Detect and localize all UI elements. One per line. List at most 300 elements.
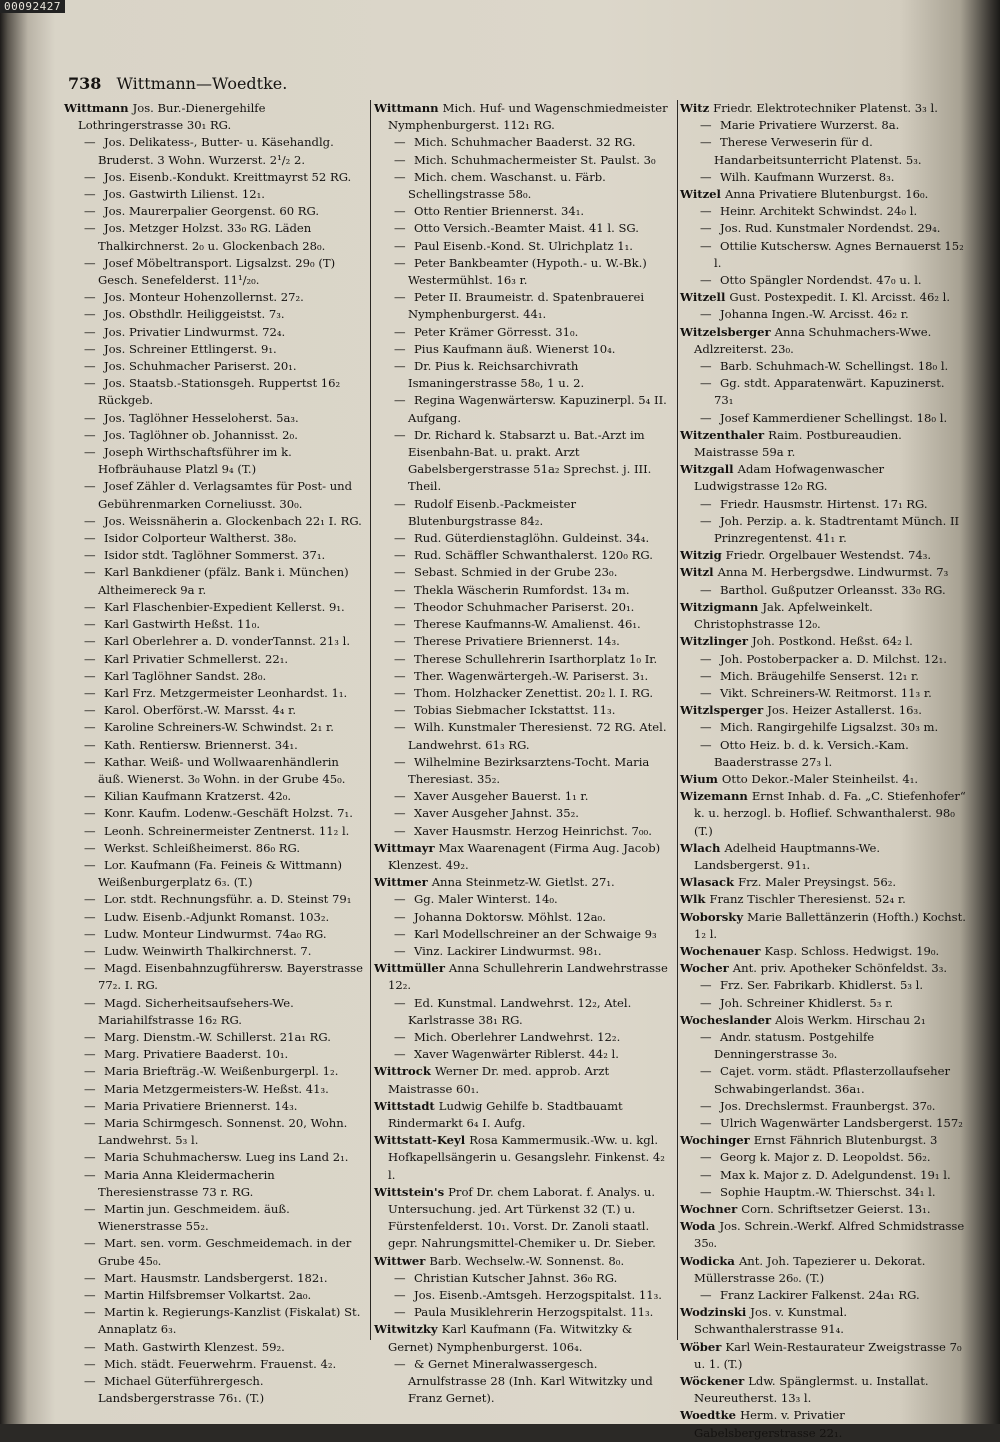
directory-heading-entry <box>374 840 674 874</box>
directory-entry <box>680 995 966 1012</box>
surname: Witzl <box>680 565 714 580</box>
ditto-dash: — <box>394 238 406 253</box>
directory-heading-entry <box>374 1321 674 1355</box>
surname: Witwitzky <box>374 1322 438 1337</box>
ditto-dash: — <box>84 1064 96 1079</box>
surname: Wochinger <box>680 1133 750 1148</box>
directory-entry <box>64 427 366 444</box>
entry-text: Martin Hilfsbremser Volkartst. 2a₀. <box>104 1288 312 1303</box>
directory-entry <box>64 651 366 668</box>
directory-entry <box>64 840 366 857</box>
ditto-dash: — <box>700 118 712 133</box>
entry-text: Mich. Schuhmacher Baaderst. 32 RG. <box>414 135 636 150</box>
entry-text: Herm. v. Privatier Gabelsbergerstrasse 22₁. <box>694 1408 845 1440</box>
directory-heading-entry <box>680 1253 966 1287</box>
ditto-dash: — <box>700 1167 712 1182</box>
directory-entry <box>64 169 366 186</box>
entry-text: Johanna Ingen.-W. Arcisst. 46₂ r. <box>720 307 909 322</box>
entry-text: Michael Güterführergesch. Landsbergerstrasse 76₁. (T.) <box>98 1374 265 1406</box>
surname: Wodicka <box>680 1253 735 1268</box>
entry-text: Tobias Siebmacher Ickstattst. 11₃. <box>414 703 616 718</box>
ditto-dash: — <box>394 703 406 718</box>
entry-text: Georg k. Major z. D. Leopoldst. 56₂. <box>720 1150 931 1165</box>
entry-text: Jos. Privatier Lindwurmst. 72₄. <box>104 324 286 339</box>
ditto-dash: — <box>394 341 406 356</box>
directory-heading-entry <box>680 960 966 977</box>
ditto-dash: — <box>84 1288 96 1303</box>
directory-heading-entry <box>680 788 966 840</box>
surname: Witzelsberger <box>680 324 771 339</box>
entry-text: Mich. Bräugehilfe Senserst. 12₁ r. <box>720 668 919 683</box>
entry-text: Kilian Kaufmann Kratzerst. 42₀. <box>104 789 292 804</box>
ditto-dash: — <box>700 238 712 253</box>
directory-entry <box>64 1201 366 1235</box>
surname: Witzenthaler <box>680 427 765 442</box>
entry-text: Vikt. Schreiners-W. Reitmorst. 11₃ r. <box>720 685 932 700</box>
directory-heading-entry <box>680 909 966 943</box>
entry-text: Ldw. Spänglermst. u. Installat. Neureutherst. 13₃ l. <box>694 1374 929 1406</box>
entry-text: Marg. Privatiere Baaderst. 10₁. <box>104 1047 289 1062</box>
entry-text: Jos. Maurerpalier Georgenst. 60 RG. <box>104 204 320 219</box>
surname: Witzlsperger <box>680 703 764 718</box>
entry-text: Ottilie Kutschersw. Agnes Bernauerst 15₂ l. <box>714 238 964 270</box>
directory-entry <box>680 496 966 513</box>
surname: Wittmann <box>64 101 129 115</box>
ditto-dash: — <box>700 135 712 150</box>
directory-entry <box>64 1098 366 1115</box>
ditto-dash: — <box>84 1167 96 1182</box>
entry-text: Peter Krämer Görresst. 31₀. <box>414 324 579 339</box>
directory-entry <box>374 152 674 169</box>
directory-entry <box>680 1184 966 1201</box>
surname: Wodzinski <box>680 1305 747 1320</box>
entry-text: Ludw. Eisenb.-Adjunkt Romanst. 103₂. <box>104 909 330 924</box>
entry-text: Barthol. Gußputzer Orleansst. 33₀ RG. <box>720 582 946 597</box>
directory-entry <box>374 943 674 960</box>
entry-text: Karl Frz. Metzgermeister Leonhardst. 1₁. <box>104 685 348 700</box>
entry-text: Vinz. Lackirer Lindwurmst. 98₁. <box>414 943 602 958</box>
ditto-dash: — <box>84 290 96 305</box>
entry-text: Karoline Schreiners-W. Schwindst. 2₁ r. <box>104 720 334 735</box>
entry-text: Christian Kutscher Jahnst. 36₀ RG. <box>414 1270 618 1285</box>
ditto-dash: — <box>394 634 406 649</box>
directory-entry <box>374 238 674 255</box>
entry-text: Rudolf Eisenb.-Packmeister Blutenburgstrasse 84₂. <box>408 496 577 528</box>
entry-text: Alois Werkm. Hirschau 2₁ <box>775 1012 926 1027</box>
entry-text: Pius Kaufmann äuß. Wienerst 10₄. <box>414 341 616 356</box>
directory-entry <box>64 805 366 822</box>
directory-entry <box>374 1304 674 1321</box>
entry-text: Sophie Hauptm.-W. Thierschst. 34₁ l. <box>720 1184 936 1199</box>
entry-text: Raim. Postbureaudien. Maistrasse 59a r. <box>694 427 902 460</box>
directory-column-3 <box>680 100 966 1440</box>
ditto-dash: — <box>84 1356 96 1371</box>
directory-entry <box>680 1029 966 1063</box>
ditto-dash: — <box>394 909 406 924</box>
surname: Woda <box>680 1219 716 1234</box>
entry-text: Gg. Maler Winterst. 14₀. <box>414 892 558 907</box>
surname: Wochenauer <box>680 943 761 958</box>
entry-text: Barb. Schuhmach-W. Schellingst. 18₀ l. <box>720 359 949 374</box>
entry-text: Therese Privatiere Briennerst. 14₃. <box>414 634 620 649</box>
directory-entry <box>374 685 674 702</box>
ditto-dash: — <box>84 1374 96 1389</box>
directory-entry <box>680 719 966 736</box>
entry-text: Dr. Richard k. Stabsarzt u. Bat.-Arzt im Eisenbahn-Bat. u. prakt. Arzt Gabelsbergerstrasse 51a₂ Sprechst. j. III. Theil. <box>408 427 652 494</box>
directory-entry <box>64 737 366 754</box>
directory-entry <box>64 1304 366 1338</box>
directory-entry <box>680 737 966 771</box>
surname: Wöckener <box>680 1374 745 1389</box>
surname: Wlach <box>680 840 721 855</box>
entry-text: Martin jun. Geschmeidem. äuß. Wienerstrasse 55₂. <box>98 1202 290 1234</box>
ditto-dash: — <box>84 1339 96 1354</box>
directory-entry <box>64 616 366 633</box>
entry-text: Anna Privatiere Blutenburgst. 16₀. <box>724 187 929 202</box>
entry-text: Otto Heiz. b. d. k. Versich.-Kam. Baaderstrasse 27₃ l. <box>714 737 909 769</box>
surname: Woedtke <box>680 1408 737 1423</box>
entry-text: Regina Wagenwärtersw. Kapuzinerpl. 5₄ II. Aufgang. <box>408 393 667 425</box>
directory-entry <box>374 1270 674 1287</box>
directory-entry <box>374 719 674 753</box>
entry-text: Peter Bankbeamter (Hypoth.- u. W.-Bk.) Westermühlst. 16₃ r. <box>408 255 647 288</box>
entry-text: Jos. Monteur Hohenzollernst. 27₂. <box>104 290 304 305</box>
directory-entry <box>64 1029 366 1046</box>
ditto-dash: — <box>84 410 96 425</box>
ditto-dash: — <box>700 1288 712 1303</box>
ditto-dash: — <box>84 634 96 649</box>
entry-text: Marie Ballettänzerin (Hofth.) Kochst. 1₂ l. <box>694 909 966 941</box>
surname: Wocher <box>680 961 729 976</box>
entry-text: Andr. statusm. Postgehilfe Denningerstrasse 3₀. <box>714 1029 875 1062</box>
directory-entry <box>680 358 966 375</box>
directory-entry <box>374 823 674 840</box>
entry-text: Jak. Apfelweinkelt. Christophstrasse 12₀. <box>694 599 873 632</box>
directory-entry <box>374 668 674 685</box>
entry-text: Ludw. Weinwirth Thalkirchnerst. 7. <box>104 943 312 958</box>
directory-entry <box>64 995 366 1029</box>
entry-text: Martin k. Regierungs-Kanzlist (Fiskalat) St. Annaplatz 6₃. <box>98 1305 361 1337</box>
ditto-dash: — <box>700 169 712 184</box>
entry-text: Marg. Dienstm.-W. Schillerst. 21a₁ RG. <box>104 1029 331 1044</box>
ditto-dash: — <box>394 531 406 546</box>
directory-entry <box>374 599 674 616</box>
surname: Witzel <box>680 187 721 202</box>
directory-heading-entry <box>374 1184 674 1253</box>
directory-heading-entry <box>680 702 966 719</box>
ditto-dash: — <box>84 685 96 700</box>
directory-entry <box>374 754 674 788</box>
entry-text: Jos. Schrein.-Werkf. Alfred Schmidstrasse 35₀. <box>694 1219 965 1251</box>
directory-entry <box>680 1098 966 1115</box>
ditto-dash: — <box>394 221 406 236</box>
directory-entry <box>64 324 366 341</box>
entry-text: Otto Dekor.-Maler Steinheilst. 4₁. <box>721 771 919 786</box>
directory-entry <box>64 203 366 220</box>
directory-heading-entry <box>680 564 966 581</box>
entry-text: Ludwig Gehilfe b. Stadtbauamt Rindermarkt 6₄ I. Aufg. <box>388 1098 623 1130</box>
entry-text: Jos. Heizer Astallerst. 16₃. <box>767 703 922 718</box>
entry-text: Otto Versich.-Beamter Maist. 41 l. SG. <box>414 221 639 236</box>
ditto-dash: — <box>394 204 406 219</box>
ditto-dash: — <box>84 1305 96 1320</box>
entry-text: Kathar. Weiß- und Wollwaarenhändlerin äuß. Wienerst. 3₀ Wohn. in der Grube 45₀. <box>98 754 346 786</box>
directory-entry <box>374 203 674 220</box>
ditto-dash: — <box>394 685 406 700</box>
entry-text: Maria Anna Kleidermacherin Theresienstrasse 73 r. RG. <box>98 1167 275 1199</box>
ditto-dash: — <box>394 1270 406 1285</box>
ditto-dash: — <box>84 548 96 563</box>
directory-entry <box>64 702 366 719</box>
directory-entry <box>374 427 674 496</box>
entry-text: Karol. Oberförst.-W. Marsst. 4₄ r. <box>104 703 297 718</box>
ditto-dash: — <box>394 926 406 941</box>
entry-text: Rud. Güterdienstaglöhn. Guldeinst. 34₄. <box>414 531 650 546</box>
directory-entry <box>680 685 966 702</box>
entry-text: Cajet. vorm. städt. Pflasterzollaufseher Schwabingerlandst. 36a₁. <box>714 1064 950 1096</box>
directory-entry <box>680 238 966 272</box>
entry-text: Gg. stdt. Apparatenwärt. Kapuzinerst. 73₁ <box>714 376 945 408</box>
directory-entry <box>64 410 366 427</box>
entry-text: & Gernet Mineralwassergesch. Arnulfstrasse 28 (Inh. Karl Witwitzky und Franz Gernet). <box>408 1356 653 1406</box>
directory-heading-entry <box>374 1063 674 1097</box>
directory-entry <box>374 995 674 1029</box>
ditto-dash: — <box>700 1098 712 1113</box>
directory-entry <box>680 134 966 168</box>
ditto-dash: — <box>394 789 406 804</box>
directory-entry <box>374 341 674 358</box>
entry-text: Wilh. Kunstmaler Theresienst. 72 RG. Atel. Landwehrst. 61₃ RG. <box>408 720 667 752</box>
entry-text: Paula Musiklehrerin Herzogspitalst. 11₃. <box>414 1305 654 1320</box>
ditto-dash: — <box>84 187 96 202</box>
directory-entry <box>374 805 674 822</box>
directory-entry <box>374 564 674 581</box>
entry-text: Karl Bankdiener (pfälz. Bank i. München) Altheimereck 9a r. <box>98 565 349 597</box>
entry-text: Jos. Bur.-Dienergehilfe Lothringerstrasse 30₁ RG. <box>78 101 266 133</box>
surname: Wittstadt <box>374 1098 435 1113</box>
entry-text: Xaver Ausgeher Jahnst. 35₂. <box>414 806 579 821</box>
ditto-dash: — <box>84 513 96 528</box>
directory-entry <box>374 530 674 547</box>
entry-text: Kasp. Schloss. Hedwigst. 19₀. <box>764 943 940 958</box>
directory-heading-entry <box>680 1012 966 1029</box>
directory-entry <box>64 1167 366 1201</box>
ditto-dash: — <box>394 582 406 597</box>
ditto-dash: — <box>394 324 406 339</box>
scan-id-label: 00092427 <box>0 0 65 13</box>
entry-text: Max k. Major z. D. Adelgundenst. 19₁ l. <box>720 1167 951 1182</box>
ditto-dash: — <box>84 1029 96 1044</box>
ditto-dash: — <box>84 531 96 546</box>
directory-entry <box>374 1046 674 1063</box>
directory-entry <box>374 651 674 668</box>
directory-entry <box>680 582 966 599</box>
directory-entry <box>680 668 966 685</box>
ditto-dash: — <box>84 324 96 339</box>
directory-entry <box>64 289 366 306</box>
ditto-dash: — <box>394 720 406 735</box>
ditto-dash: — <box>394 806 406 821</box>
surname: Woborsky <box>680 909 744 924</box>
entry-text: Jos. Metzger Holzst. 33₀ RG. Läden Thalkirchnerst. 2₀ u. Glockenbach 28₀. <box>98 221 326 253</box>
directory-entry <box>374 220 674 237</box>
surname: Wizemann <box>680 789 748 804</box>
entry-text: Ulrich Wagenwärter Landsbergerst. 157₂ <box>720 1115 963 1130</box>
surname: Wocheslander <box>680 1012 772 1027</box>
entry-text: Max Waarenagent (Firma Aug. Jacob) Klenzest. 49₂. <box>388 840 661 872</box>
directory-entry <box>374 633 674 650</box>
surname: Wittstein's <box>374 1184 445 1199</box>
entry-text: Thekla Wäscherin Rumfordst. 13₄ m. <box>414 582 630 597</box>
directory-heading-entry <box>680 943 966 960</box>
directory-entry <box>64 1356 366 1373</box>
ditto-dash: — <box>700 221 712 236</box>
ditto-dash: — <box>84 376 96 391</box>
entry-text: Lor. stdt. Rechnungsführ. a. D. Steinst 79₁ <box>104 892 352 907</box>
directory-entry <box>64 547 366 564</box>
directory-entry <box>64 960 366 994</box>
entry-text: Kath. Rentiersw. Briennerst. 34₁. <box>104 737 298 752</box>
surname: Witzlinger <box>680 634 748 649</box>
ditto-dash: — <box>84 926 96 941</box>
ditto-dash: — <box>700 359 712 374</box>
directory-entry <box>64 478 366 512</box>
directory-heading-entry <box>680 1132 966 1149</box>
entry-text: Karl Flaschenbier-Expedient Kellerst. 9₁. <box>104 599 345 614</box>
directory-entry <box>374 616 674 633</box>
directory-entry <box>680 1149 966 1166</box>
entry-text: Wilhelmine Bezirksarztens-Tocht. Maria Theresiast. 35₂. <box>408 754 650 786</box>
ditto-dash: — <box>700 1184 712 1199</box>
entry-text: Franz Tischler Theresienst. 52₄ r. <box>709 892 906 907</box>
directory-entry <box>64 220 366 254</box>
directory-entry <box>64 719 366 736</box>
entry-text: Jos. Eisenb.-Amtsgeh. Herzogspitalst. 11₃. <box>414 1288 662 1303</box>
directory-entry <box>64 255 366 289</box>
ditto-dash: — <box>700 513 712 528</box>
directory-column-2 <box>374 100 674 1406</box>
directory-entry <box>64 1046 366 1063</box>
entry-text: Rud. Schäffler Schwanthalerst. 120₀ RG. <box>414 548 653 563</box>
directory-entry <box>64 1287 366 1304</box>
ditto-dash: — <box>84 789 96 804</box>
ditto-dash: — <box>84 204 96 219</box>
ditto-dash: — <box>700 410 712 425</box>
directory-heading-entry <box>680 547 966 564</box>
entry-text: Mich. Huf- und Wagenschmiedmeister Nymphenburgerst. 112₁ RG. <box>388 101 668 133</box>
directory-entry <box>64 943 366 960</box>
entry-text: Mich. Schuhmachermeister St. Paulst. 3₀ <box>414 152 656 167</box>
surname: Witzgall <box>680 462 734 477</box>
directory-heading-entry <box>680 1201 966 1218</box>
entry-text: Isidor Colporteur Waltherst. 38₀. <box>104 531 297 546</box>
entry-text: Jos. Staatsb.-Stationsgeh. Ruppertst 16₂ Rückgeb. <box>98 376 341 408</box>
entry-text: Friedr. Elektrotechniker Platenst. 3₃ l. <box>713 101 938 115</box>
entry-text: Joseph Wirthschaftsführer im k. Hofbräuhause Platzl 9₄ (T.) <box>98 445 292 477</box>
ditto-dash: — <box>700 1029 712 1044</box>
ditto-dash: — <box>84 427 96 442</box>
entry-text: Josef Zähler d. Verlagsamtes für Post- und Gebührenmarken Corneliusst. 30₀. <box>98 479 353 511</box>
entry-text: Josef Kammerdiener Schellingst. 18₀ l. <box>720 410 948 425</box>
entry-text: Anna M. Herbergsdwe. Lindwurmst. 7₃ <box>717 565 949 580</box>
directory-entry <box>64 823 366 840</box>
directory-heading-entry <box>374 1253 674 1270</box>
ditto-dash: — <box>700 995 712 1010</box>
entry-text: Marie Privatiere Wurzerst. 8a. <box>720 118 900 133</box>
directory-entry <box>64 1235 366 1269</box>
entry-text: Karl Oberlehrer a. D. vonderTannst. 21₃ l. <box>104 634 350 649</box>
entry-text: Mart. Hausmstr. Landsbergerst. 182₁. <box>104 1270 328 1285</box>
entry-text: Magd. Eisenbahnzugführersw. Bayerstrasse 77₂. I. RG. <box>98 961 363 993</box>
directory-entry <box>374 496 674 530</box>
surname: Wittmüller <box>374 961 445 976</box>
column-divider <box>370 100 371 1340</box>
directory-heading-entry <box>680 289 966 306</box>
directory-entry <box>64 1339 366 1356</box>
entry-text: Mich. Oberlehrer Landwehrst. 12₂. <box>414 1029 621 1044</box>
entry-text: Karl Modellschreiner an der Schwaige 9₃ <box>414 926 657 941</box>
ditto-dash: — <box>394 496 406 511</box>
directory-heading-entry <box>680 1339 966 1373</box>
ditto-dash: — <box>84 617 96 632</box>
entry-text: Jos. Delikatess-, Butter- u. Käsehandlg. Bruderst. 3 Wohn. Wurzerst. 2¹/₂ 2. <box>98 135 334 167</box>
directory-entry <box>680 203 966 220</box>
surname: Wlasack <box>680 875 735 890</box>
directory-entry <box>680 169 966 186</box>
directory-heading-entry <box>680 891 966 908</box>
directory-heading-entry <box>374 1098 674 1132</box>
entry-text: Therese Schullehrerin Isarthorplatz 1₀ Ir. <box>414 651 658 666</box>
directory-column-1 <box>64 100 366 1406</box>
directory-entry <box>374 358 674 392</box>
directory-heading-entry <box>374 1132 674 1184</box>
ditto-dash: — <box>394 169 406 184</box>
directory-entry <box>680 1287 966 1304</box>
entry-text: Ther. Wagenwärtergeh.-W. Pariserst. 3₁. <box>414 668 649 683</box>
directory-heading-entry <box>680 186 966 203</box>
surname: Witzig <box>680 548 722 563</box>
directory-heading-entry <box>680 427 966 461</box>
ditto-dash: — <box>700 307 712 322</box>
ditto-dash: — <box>700 737 712 752</box>
surname: Witzigmann <box>680 599 759 614</box>
entry-text: Joh. Postoberpacker a. D. Milchst. 12₁. <box>720 651 947 666</box>
directory-entry <box>374 324 674 341</box>
directory-entry <box>374 909 674 926</box>
entry-text: Jos. Schreiner Ettlingerst. 9₁. <box>104 341 277 356</box>
entry-text: Magd. Sicherheitsaufsehers-We. Mariahilfstrasse 16₂ RG. <box>98 995 294 1027</box>
entry-text: Werner Dr. med. approb. Arzt Maistrasse 60₁. <box>388 1064 610 1096</box>
directory-heading-entry <box>680 840 966 874</box>
ditto-dash: — <box>700 978 712 993</box>
ditto-dash: — <box>700 668 712 683</box>
ditto-dash: — <box>394 1029 406 1044</box>
entry-text: Joh. Schreiner Khidlerst. 5₃ r. <box>720 995 894 1010</box>
entry-text: Lor. Kaufmann (Fa. Feineis & Wittmann) Weißenburgerplatz 6₃. (T.) <box>98 857 342 890</box>
ditto-dash: — <box>700 204 712 219</box>
directory-heading-entry <box>680 633 966 650</box>
directory-heading-entry <box>680 461 966 495</box>
entry-text: Peter II. Braumeistr. d. Spatenbrauerei Nymphenburgerst. 44₁. <box>408 290 645 322</box>
directory-entry <box>374 1287 674 1304</box>
ditto-dash: — <box>84 806 96 821</box>
ditto-dash: — <box>84 341 96 356</box>
entry-text: Jos. Eisenb.-Kondukt. Kreittmayrst 52 RG. <box>104 169 352 184</box>
entry-text: Karl Privatier Schmellerst. 22₁. <box>104 651 289 666</box>
entry-text: Anna Steinmetz-W. Gietlst. 27₁. <box>431 875 615 890</box>
ditto-dash: — <box>700 496 712 511</box>
ditto-dash: — <box>84 359 96 374</box>
